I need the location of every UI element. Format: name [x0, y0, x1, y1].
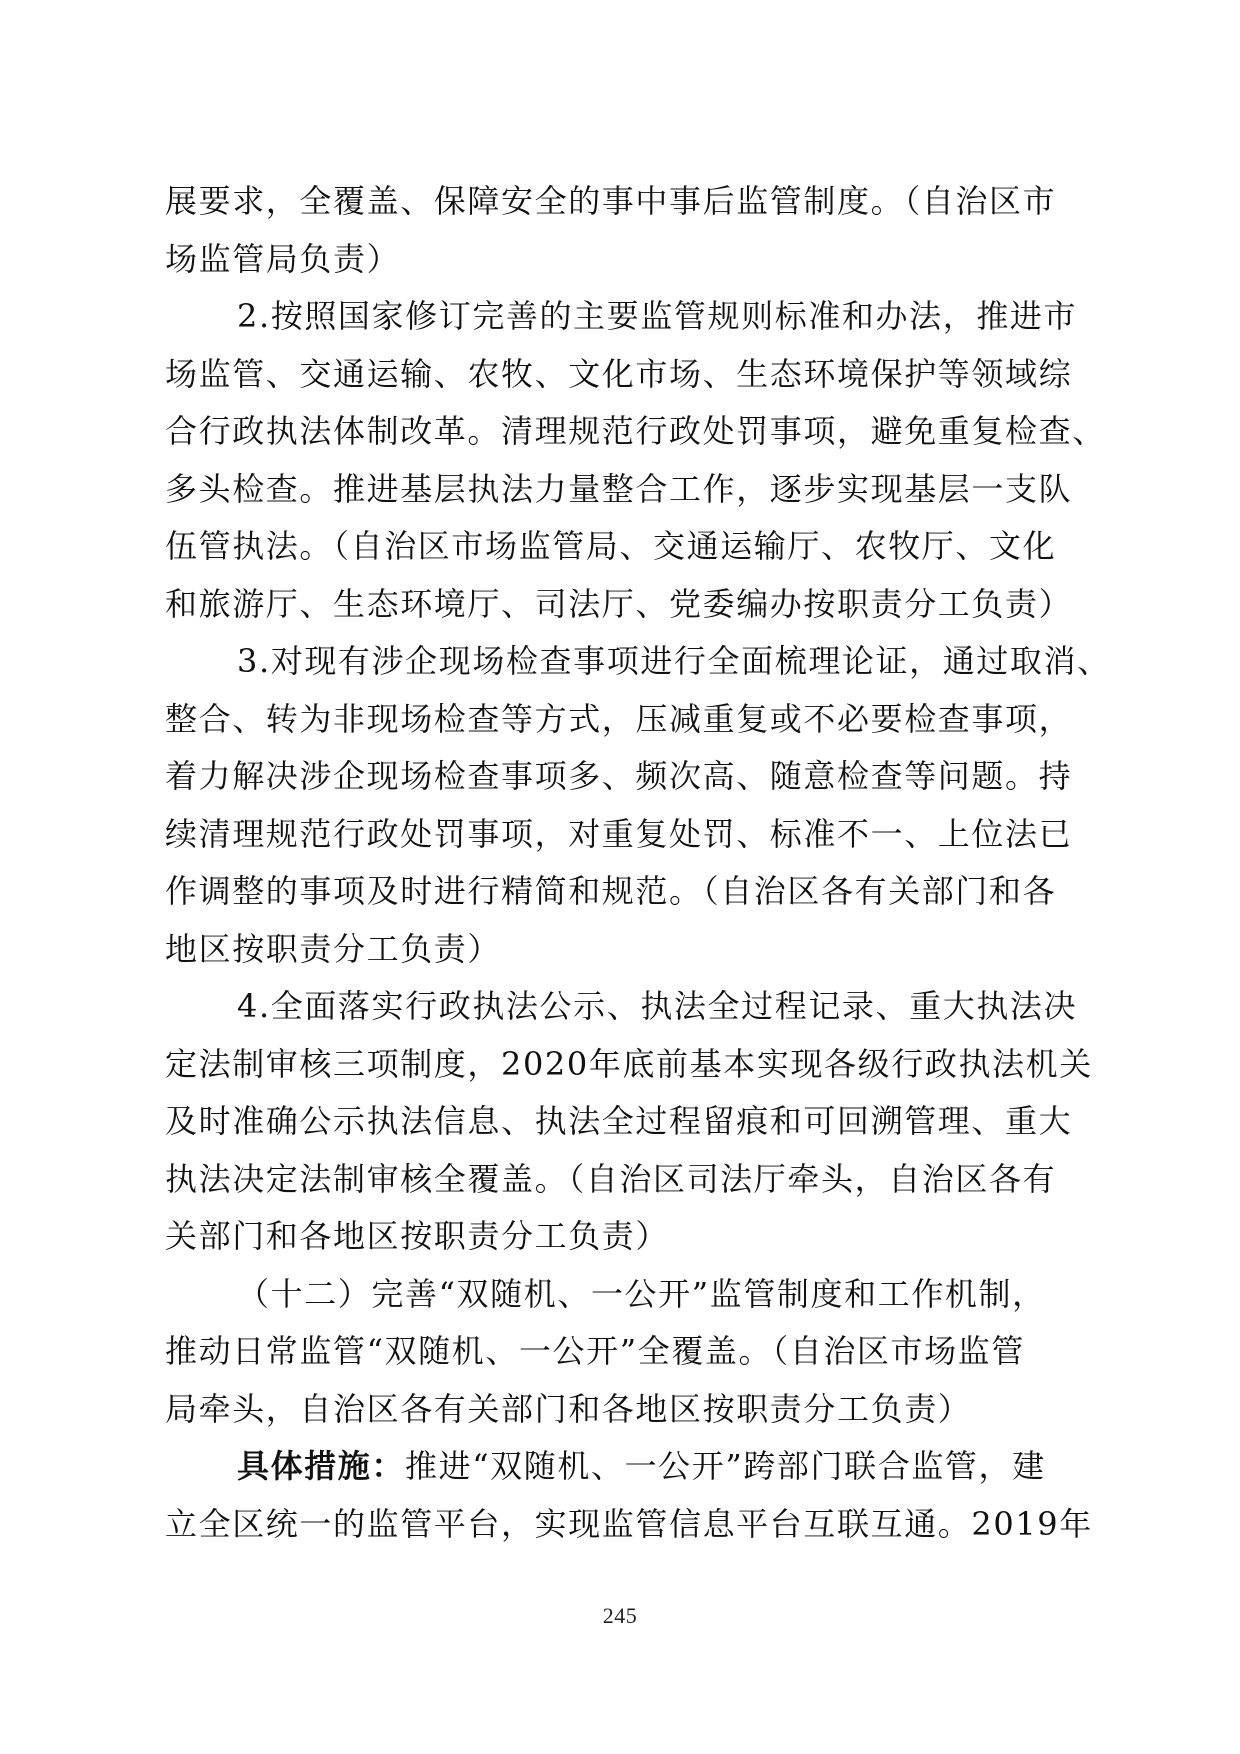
text-line: 定法制审核三项制度，2020年底前基本实现各级行政执法机关: [165, 1044, 1093, 1083]
text-line: 场监管局负责）: [165, 239, 401, 278]
paragraph-start-line: 2.按照国家修订完善的主要监管规则标准和办法，推进市: [237, 297, 1078, 335]
measures-label: 具体措施：: [237, 1447, 406, 1485]
text-line: 展要求，全覆盖、保障安全的事中事后监管制度。（自治区市: [165, 182, 1057, 220]
body-text: [165, 173, 1111, 1553]
text-line: 执法决定法制审核全覆盖。（自治区司法厅牵头，自治区各有: [165, 1159, 1057, 1198]
text-line: 合行政执法体制改革。清理规范行政处罚事项，避免重复检查、: [165, 412, 1106, 450]
text-line: 推动日常监管“双随机、一公开”全覆盖。（自治区市场监管: [165, 1332, 1025, 1370]
text-line: 伍管执法。（自治区市场监管局、交通运输厅、农牧厅、文化: [165, 527, 1057, 565]
text-line: 续清理规范行政处罚事项，对重复处罚、标准不一、上位法已: [165, 814, 1073, 853]
paragraph-start-line: 3.对现有涉企现场检查事项进行全面梳理论证，通过取消、: [237, 642, 1111, 680]
text-line: 关部门和各地区按职责分工负责）: [165, 1217, 670, 1255]
text-line: 着力解决涉企现场检查事项多、频次高、随意检查等问题。持: [165, 757, 1073, 795]
paragraph-start-line: 4.全面落实行政执法公示、执法全过程记录、重大执法决: [237, 987, 1078, 1025]
measures-text: 推进“双随机、一公开”跨部门联合监管，建: [405, 1447, 1046, 1485]
text-line: 作调整的事项及时进行精简和规范。（自治区各有关部门和各: [165, 872, 1057, 910]
text-line: 立全区统一的监管平台，实现监管信息平台互联互通。2019年: [165, 1504, 1093, 1543]
text-line: 及时准确公示执法信息、执法全过程留痕和可回溯管理、重大: [165, 1102, 1073, 1140]
page-number: 245: [602, 1603, 638, 1628]
text-line: 场监管、交通运输、农牧、文化市场、生态环境保护等领域综: [165, 354, 1073, 393]
text-line: 整合、转为非现场检查等方式，压减重复或不必要检查事项，: [165, 699, 1073, 738]
text-line: 地区按职责分工负责）: [165, 929, 502, 968]
text-line: 多头检查。推进基层执法力量整合工作，逐步实现基层一支队: [165, 469, 1073, 508]
text-line: 局牵头，自治区各有关部门和各地区按职责分工负责）: [165, 1389, 972, 1428]
measures-line: [165, 1438, 1075, 1496]
section-heading-line: （十二）完善“双随机、一公开”监管制度和工作机制，: [237, 1274, 1046, 1313]
text-line: 和旅游厅、生态环境厅、司法厅、党委编办按职责分工负责）: [165, 584, 1073, 623]
